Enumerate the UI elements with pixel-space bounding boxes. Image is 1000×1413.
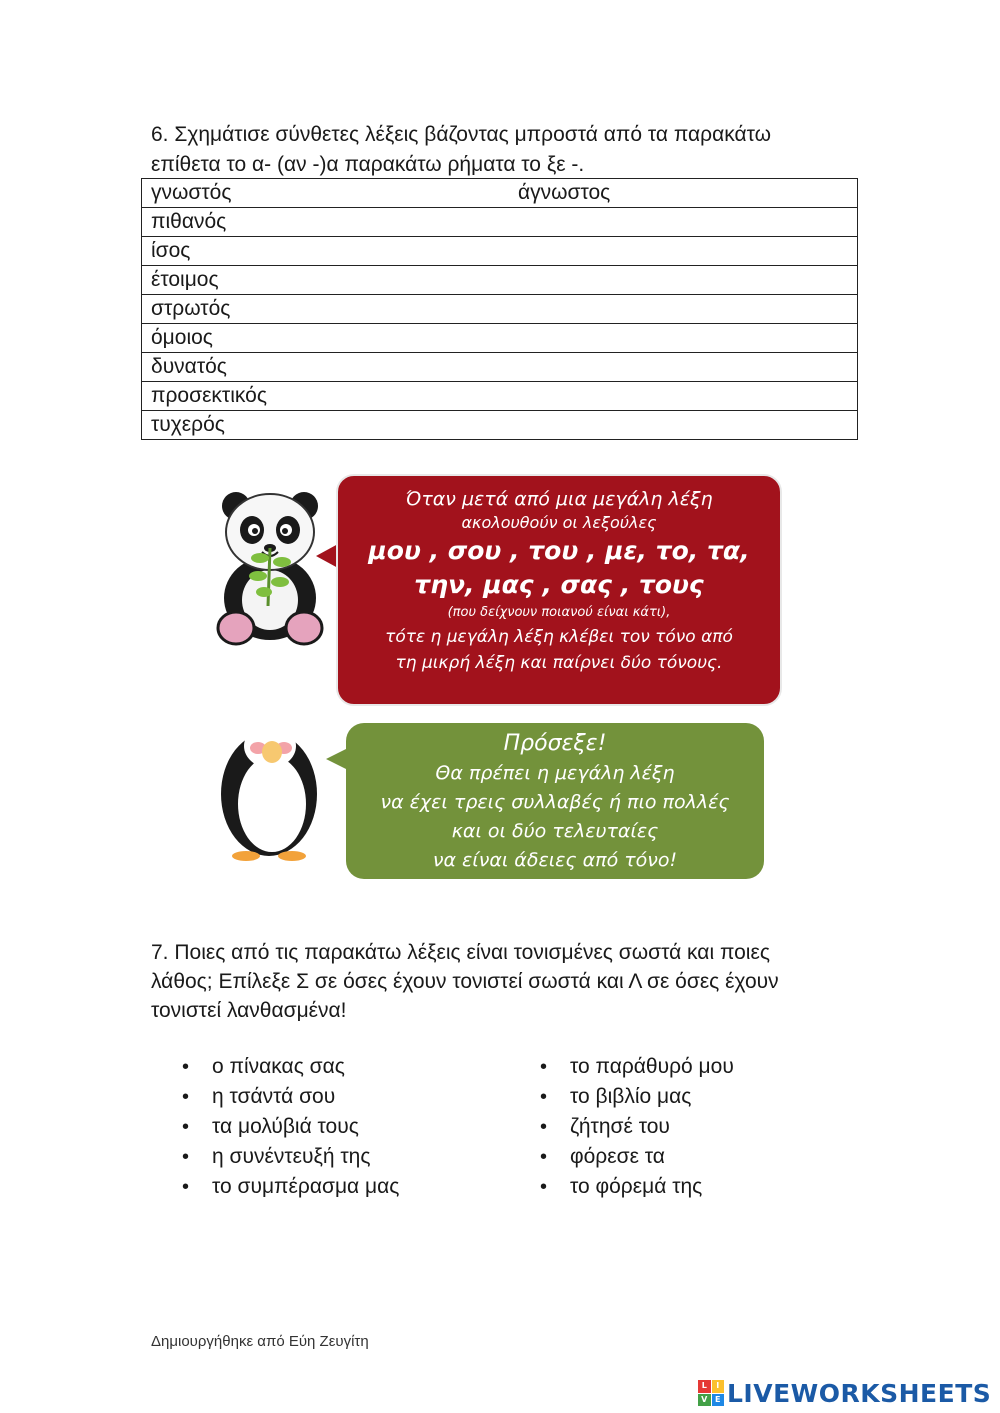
table-row — [142, 295, 858, 324]
table-row — [142, 353, 858, 382]
bubble-line: να έχει τρεις συλλαβές ή πιο πολλές — [380, 791, 730, 813]
adjective-word: γνωστός — [151, 181, 232, 204]
word-table — [141, 178, 858, 440]
left-word-list — [182, 1052, 399, 1202]
panda-illustration — [214, 488, 326, 648]
table-row — [142, 382, 858, 411]
penguin-speech-bubble — [346, 723, 764, 879]
list-item[interactable]: • ζήτησέ του — [540, 1112, 734, 1142]
exercise-6-prompt — [151, 120, 871, 180]
bubble-line: την, μας , σας , τους — [414, 570, 704, 599]
adjective-word: στρωτός — [151, 297, 231, 320]
table-cell — [142, 237, 858, 266]
bubble-line: μου , σου , του , με, το, τα, — [368, 536, 750, 565]
bubble-line: τότε η μεγάλη λέξη κλέβει τον τόνο από — [385, 627, 733, 647]
bubble-line: να είναι άδειες από τόνο! — [432, 849, 678, 871]
logo-badge-letter: L — [698, 1380, 711, 1393]
list-item[interactable]: • το παράθυρό μου — [540, 1052, 734, 1082]
table-cell — [142, 411, 858, 440]
adjective-word: πιθανός — [151, 210, 227, 233]
list-item[interactable]: • η τσάντά σου — [182, 1082, 399, 1112]
table-cell — [142, 179, 858, 208]
list-item[interactable]: • τα μολύβιά τους — [182, 1112, 399, 1142]
list-item[interactable]: • το βιβλίο μας — [540, 1082, 734, 1112]
bubble-line: τη μικρή λέξη και παίρνει δύο τόνους. — [395, 653, 723, 673]
logo-badge-letter: I — [712, 1380, 725, 1393]
bubble-line: Όταν μετά από μια μεγάλη λέξη — [405, 488, 713, 510]
bubble-line: Πρόσεξε! — [503, 731, 607, 756]
list-item[interactable]: • το συμπέρασμα μας — [182, 1172, 399, 1202]
table-row — [142, 266, 858, 295]
list-item[interactable]: • η συνέντευξή της — [182, 1142, 399, 1172]
right-word-list — [540, 1052, 734, 1202]
exercise-6-prompt-line-2: επίθετα το α- (αν -)α παρακάτω ρήματα το ξε -. — [151, 153, 585, 176]
adjective-word: προσεκτικός — [151, 384, 267, 407]
bubble-line: και οι δύο τελευταίες — [451, 820, 659, 842]
bubble-line: ακολουθούν οι λεξούλες — [461, 513, 657, 532]
logo-badge-letter: E — [712, 1394, 725, 1407]
exercise-7-prompt-line-1: 7. Ποιες από τις παρακάτω λέξεις είναι τονισμένες σωστά και ποιες — [151, 941, 770, 964]
list-item[interactable]: • το φόρεμά της — [540, 1172, 734, 1202]
penguin-illustration — [214, 712, 324, 862]
bubble-line: Θα πρέπει η μεγάλη λέξη — [435, 762, 675, 784]
list-item[interactable]: • ο πίνακας σας — [182, 1052, 399, 1082]
exercise-7-prompt-line-3: τονιστεί λανθασμένα! — [151, 999, 347, 1022]
speech-bubble-tail — [326, 748, 348, 770]
table-cell — [142, 382, 858, 411]
adjective-word: τυχερός — [151, 413, 225, 436]
exercise-6-prompt-line-1: 6. Σχημάτισε σύνθετες λέξεις βάζοντας μπροστά από τα παρακάτω — [151, 123, 772, 146]
adjective-word: όμοιος — [151, 326, 213, 349]
liveworksheets-logo — [698, 1378, 991, 1408]
logo-badge-icon — [698, 1380, 724, 1406]
table-cell — [142, 324, 858, 353]
table-row — [142, 208, 858, 237]
logo-badge-letter: V — [698, 1394, 711, 1407]
adjective-word: έτοιμος — [151, 268, 219, 291]
table-cell — [142, 353, 858, 382]
table-row — [142, 324, 858, 353]
logo-text: LIVEWORKSHEETS — [727, 1378, 992, 1408]
table-cell — [142, 208, 858, 237]
list-item[interactable]: • φόρεσε τα — [540, 1142, 734, 1172]
table-cell — [142, 295, 858, 324]
table-cell — [142, 266, 858, 295]
bubble-line: (που δείχνουν ποιανού είναι κάτι), — [447, 605, 671, 620]
answer-field[interactable]: άγνωστος — [518, 181, 611, 204]
author-credit: Δημιουργήθηκε από Εύη Ζευγίτη — [151, 1333, 369, 1350]
table-row — [142, 237, 858, 266]
adjective-word: ίσος — [151, 239, 191, 262]
table-row — [142, 179, 858, 208]
exercise-7-prompt — [151, 938, 861, 1025]
exercise-7-prompt-line-2: λάθος; Επίλεξε Σ σε όσες έχουν τονιστεί σωστά και Λ σε όσες έχουν — [151, 970, 779, 993]
table-row — [142, 411, 858, 440]
adjective-word: δυνατός — [151, 355, 227, 378]
panda-speech-bubble — [336, 474, 782, 706]
speech-bubble-tail — [316, 544, 338, 568]
